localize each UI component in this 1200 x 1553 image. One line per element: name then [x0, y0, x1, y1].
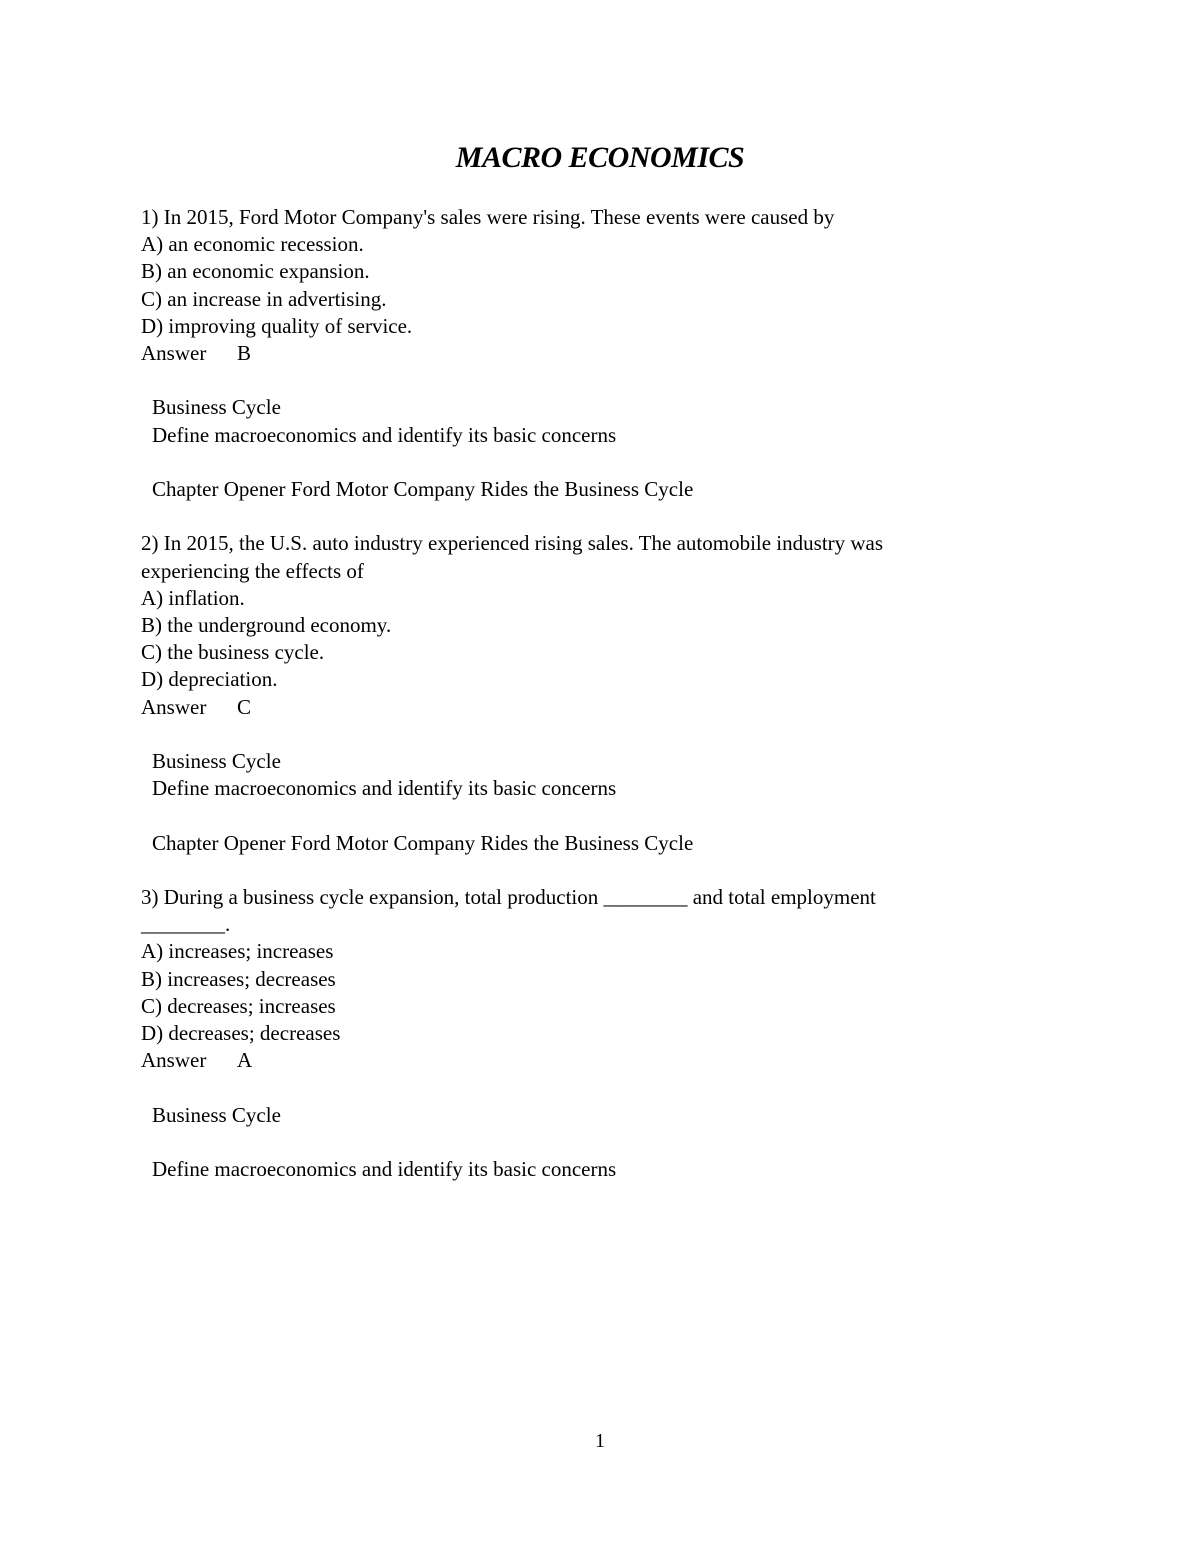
question-stem: 2) In 2015, the U.S. auto industry experienced rising sales. The automobile industry was: [141, 531, 884, 556]
answer-value: C: [237, 694, 252, 719]
question-objective: Define macroeconomics and identify its basic concerns: [152, 422, 617, 447]
answer-label: Answer: [141, 1048, 207, 1073]
answer-option: B) increases; decreases: [141, 966, 336, 991]
page-number: 1: [595, 1430, 605, 1452]
spacer: [141, 449, 1041, 476]
answer-option: B) the underground economy.: [141, 613, 392, 637]
question-list: [141, 204, 1041, 1183]
answer-line: [141, 694, 1041, 721]
spacer: [141, 857, 1041, 884]
answer-option: D) improving quality of service.: [141, 313, 413, 338]
answer-option: A) increases; increases: [141, 939, 334, 964]
spacer: [141, 721, 1041, 748]
answer-value: A: [237, 1048, 253, 1073]
answer-option: B) an economic expansion.: [141, 259, 370, 284]
question-topic: Business Cycle: [152, 749, 281, 773]
question-block: [141, 530, 1041, 884]
answer-label: Answer: [141, 341, 207, 366]
answer-line: [141, 1047, 1041, 1074]
question-stem: 3) During a business cycle expansion, total production ________ and total employment: [141, 884, 876, 909]
question-topic: Business Cycle: [152, 1102, 281, 1127]
question-stem: experiencing the effects of: [141, 558, 364, 583]
question-objective: Define macroeconomics and identify its basic concerns: [152, 1156, 617, 1181]
answer-option: A) inflation.: [141, 585, 245, 610]
page-title: MACRO ECONOMICS: [455, 141, 745, 174]
answer-label: Answer: [141, 694, 207, 719]
answer-option: C) decreases; increases: [141, 993, 336, 1018]
question-stem: ________.: [141, 912, 231, 937]
question-objective: Define macroeconomics and identify its basic concerns: [152, 776, 617, 801]
question-section: Chapter Opener Ford Motor Company Rides the Business Cycle: [152, 477, 694, 501]
spacer: [141, 367, 1041, 394]
answer-line: [141, 340, 1041, 367]
answer-option: A) an economic recession.: [141, 232, 364, 257]
answer-option: D) depreciation.: [141, 667, 278, 692]
answer-option: D) decreases; decreases: [141, 1021, 341, 1045]
answer-value: B: [237, 341, 252, 366]
spacer: [141, 1074, 1041, 1101]
answer-option: C) an increase in advertising.: [141, 286, 387, 311]
question-block: [141, 204, 1041, 530]
question-topic: Business Cycle: [152, 395, 281, 420]
answer-option: C) the business cycle.: [141, 640, 325, 665]
spacer: [141, 1129, 1041, 1156]
spacer: [141, 802, 1041, 829]
question-stem: 1) In 2015, Ford Motor Company's sales were rising. These events were caused by: [141, 205, 835, 229]
question-section: Chapter Opener Ford Motor Company Rides the Business Cycle: [152, 830, 694, 855]
spacer: [141, 503, 1041, 530]
question-block: [141, 884, 1041, 1183]
